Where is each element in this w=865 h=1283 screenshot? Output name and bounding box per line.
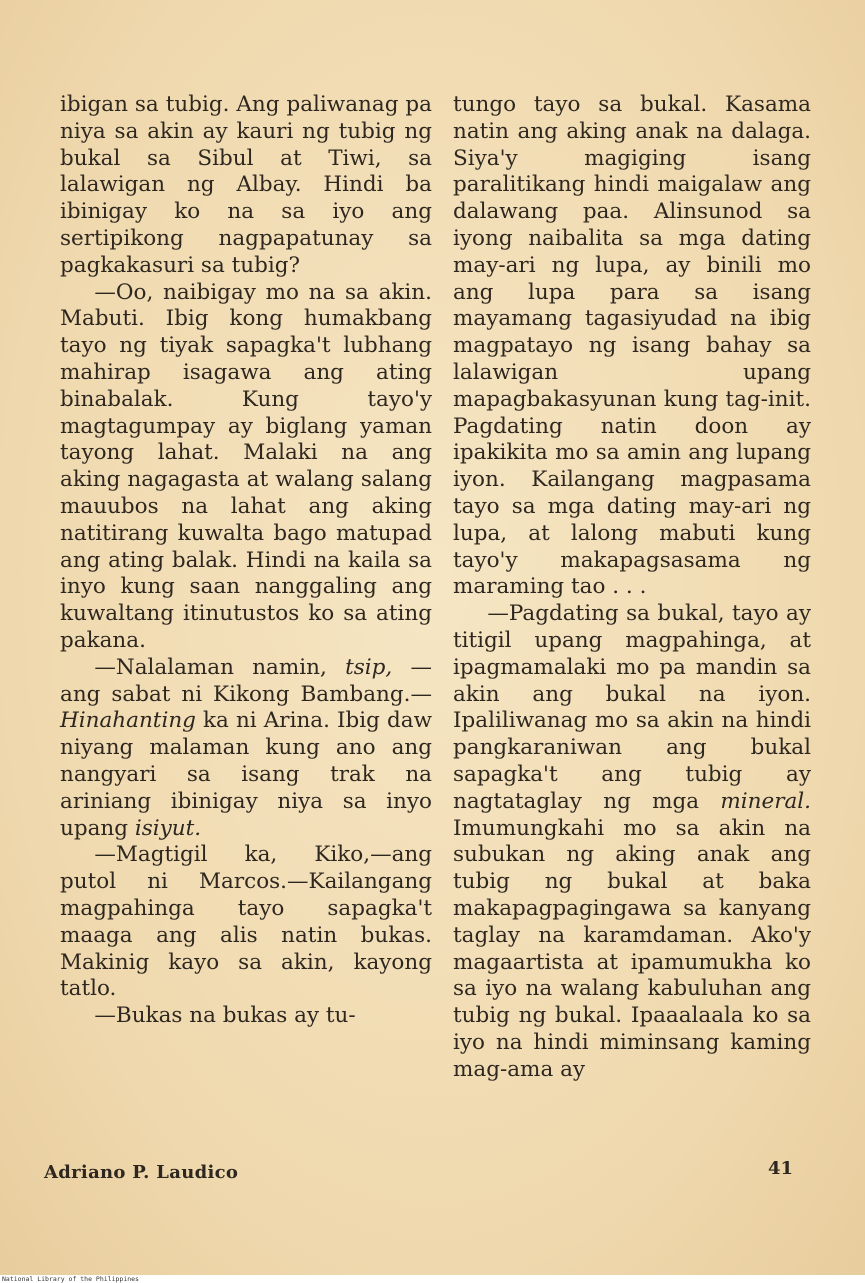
italic-word: isiyut. bbox=[134, 815, 202, 841]
paragraph: —Oo, naibigay mo na sa akin. Mabuti. Ibig kong humakbang tayo ng tiyak sapagka't lubhang mahirap isagawa ang ating binabalak. Kung tayo'y magtagumpay ay biglang yaman tayong lahat. Malaki na ang aking nagagasta at walang salang mauubos na lahat ang aking natitirang kuwalta bago matupad ang ating balak. Hindi na kaila sa inyo kung saan nanggaling ang kuwaltang itinutustos ko sa ating pakana. bbox=[60, 279, 432, 653]
italic-word: tsip, bbox=[345, 654, 393, 680]
paragraph: —Magtigil ka, Kiko,—ang putol ni Marcos.—Kailangang magpahinga tayo sapagka't maaga ang alis natin bukas. Makinig kayo sa akin, kayong tatlo. bbox=[60, 842, 432, 1002]
paragraph bbox=[453, 601, 811, 1083]
paragraph: tungo tayo sa bukal. Kasama natin ang aking anak na dalaga. Siya'y magiging isang paralitikang hindi maigalaw ang dalawang paa. Alinsunod sa iyong naibalita sa mga dating may-ari ng lupa, ay binili mo ang lupa para sa isang mayamang tagasiyudad na ibig magpatayo ng isang bahay sa lalawigan upang mapagbakasyunan kung tag-init. Pagdating natin doon ay ipakikita mo sa amin ang lupang iyon. Kailangang magpasama tayo sa mga dating may-ari ng lupa, at lalong mabuti kung tayo'y makapagsasama ng maraming tao . . . bbox=[453, 92, 811, 600]
paragraph: —Bukas na bukas ay tu- bbox=[94, 1003, 356, 1029]
dialogue-fragment: ka ni Arina. Ibig daw niyang malaman kung ano ang nangyari sa isang trak na ariniang ibinigay niya sa inyo upang bbox=[60, 708, 432, 841]
italic-word: mineral. bbox=[720, 788, 811, 814]
left-text-column bbox=[60, 92, 432, 1030]
dialogue-fragment: —ang sabat ni Kikong Bambang.— bbox=[60, 654, 432, 707]
dialogue-fragment: —Nalalaman namin, bbox=[94, 654, 346, 680]
right-text-column bbox=[453, 92, 811, 1083]
library-credit: National Library of the Philippines bbox=[2, 1275, 139, 1283]
paragraph: ibigan sa tubig. Ang paliwanag pa niya sa akin ay kauri ng tubig ng bukal sa Sibul at Tiwi, sa lalawigan ng Albay. Hindi ba ibinigay ko na sa iyo ang sertipikong nagpapatunay sa pagkakasuri sa tubig? bbox=[60, 92, 432, 278]
dialogue-fragment: Imumungkahi mo sa akin na subukan ng aking anak ang tubig ng bukal at baka makapagpagingawa sa kanyang taglay na karamdaman. Ako'y magaartista at ipamumukha ko sa iyo na walang kabuluhan ang tubig ng bukal. Ipaaalaala ko sa iyo na hindi miminsang kaming mag-ama ay bbox=[453, 815, 811, 1082]
paragraph bbox=[60, 655, 432, 843]
page-number: 41 bbox=[768, 1158, 794, 1179]
footer-author: Adriano P. Laudico bbox=[44, 1162, 239, 1183]
italic-word: Hinahanting bbox=[60, 708, 196, 734]
dialogue-fragment: —Pagdating sa bukal, tayo ay titigil upang magpahinga, at ipagmamalaki mo pa mandin sa akin ang bukal na iyon. Ipaliliwanag mo sa akin na hindi pangkaraniwan ang bukal sapagka't ang tubig ay nagtataglay ng mga bbox=[453, 601, 811, 814]
